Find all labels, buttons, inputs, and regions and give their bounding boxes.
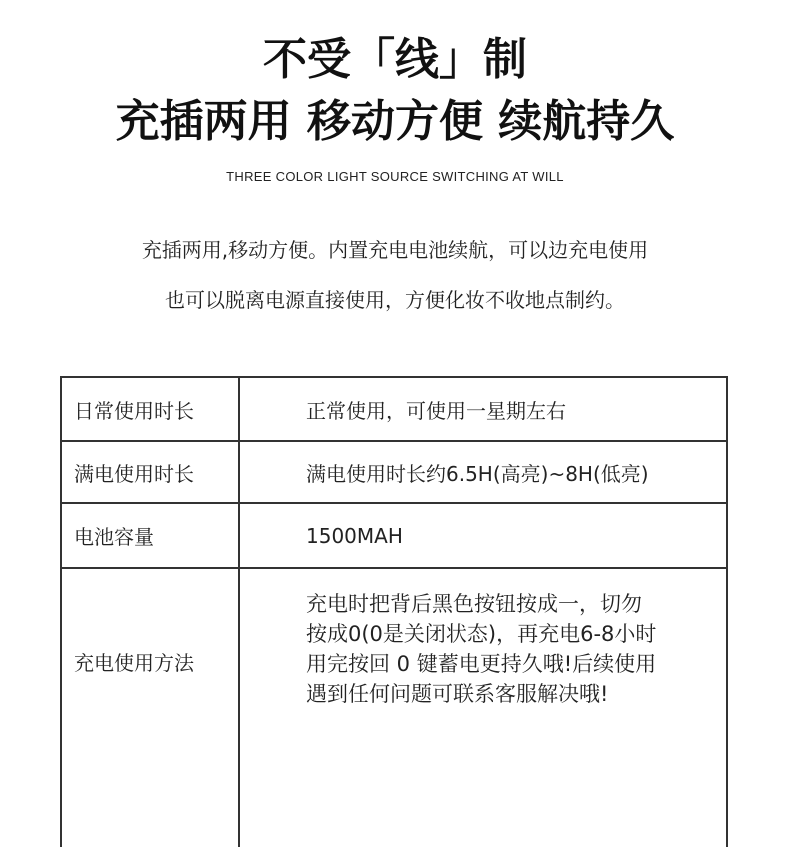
headline-features: 充插两用 移动方便 续航持久 — [115, 96, 675, 147]
spec-value-daily-usage: 正常使用，可使用一星期左右 — [239, 377, 727, 441]
spec-label-charging-method: 充电使用方法 — [61, 568, 239, 847]
spec-label-full-charge-usage: 满电使用时长 — [61, 441, 239, 503]
table-row — [61, 503, 727, 568]
spec-table — [60, 376, 728, 847]
spec-value-battery-capacity: 1500MAH — [239, 503, 727, 568]
description-line-1: 充插两用,移动方便。内置充电电池续航，可以边充电使用 — [141, 238, 649, 262]
table-row — [61, 377, 727, 441]
charging-method-line: 充电时把背后黑色按钮按成一，切勿 — [306, 592, 642, 616]
charging-method-line: 按成0(0是关闭状态)，再充电6-8小时 — [306, 622, 657, 646]
spec-value-full-charge-usage: 满电使用时长约6.5H(高亮)~8H(低亮) — [239, 441, 727, 503]
english-subtitle: THREE COLOR LIGHT SOURCE SWITCHING AT WILL — [226, 169, 564, 184]
spec-value-charging-method — [239, 568, 727, 847]
charging-method-line: 遇到任何问题可联系客服解决哦! — [306, 682, 609, 706]
charging-method-line: 用完按回 0 键蓄电更持久哦!后续使用 — [306, 652, 657, 676]
spec-label-daily-usage: 日常使用时长 — [61, 377, 239, 441]
spec-label-battery-capacity: 电池容量 — [61, 503, 239, 568]
table-row — [61, 568, 727, 847]
table-row — [61, 441, 727, 503]
headline-title: 不受「线」制 — [263, 34, 527, 85]
description-line-2: 也可以脱离电源直接使用，方便化妆不收地点制约。 — [165, 288, 625, 312]
